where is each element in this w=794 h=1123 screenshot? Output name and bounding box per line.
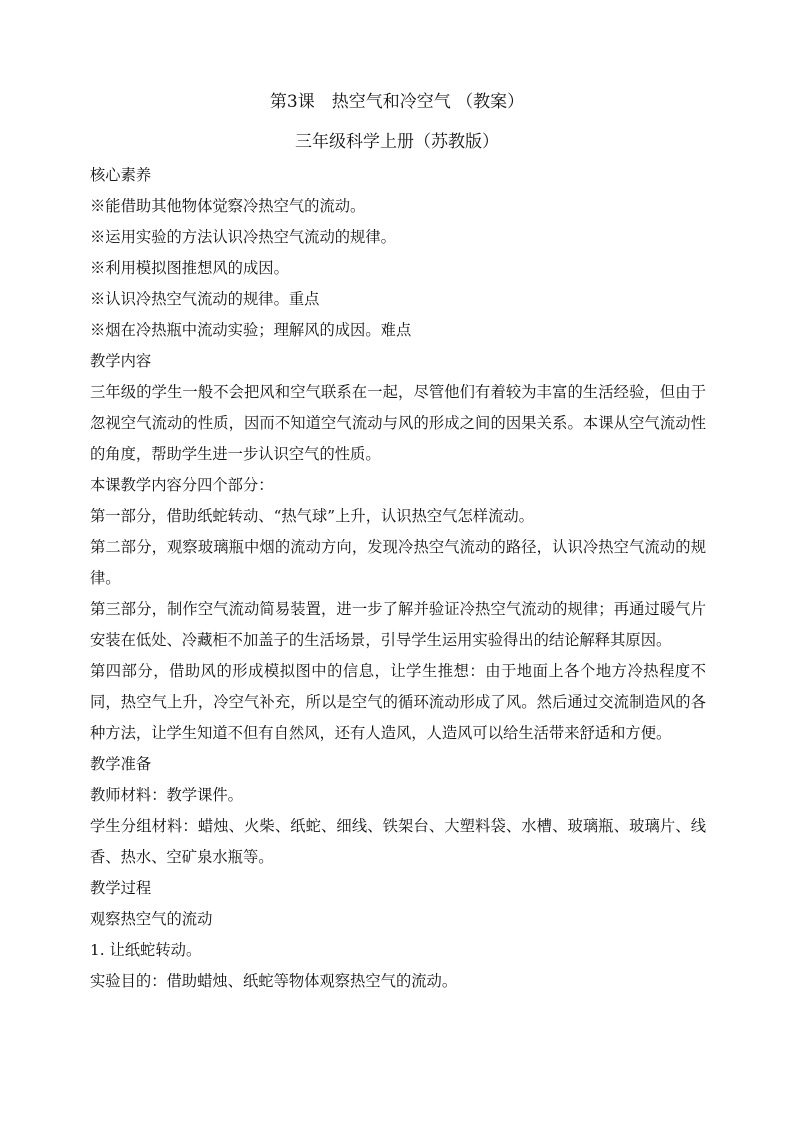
body-paragraph: 第四部分，借助风的形成模拟图中的信息，让学生推想：由于地面上各个地方冷热程度不同，热空气上升，冷空气补充，所以是空气的循环流动形成了风。然后通过交流制造风的各种方法，让学生知道不但有自然风，还有人造风，人造风可以给生活带来舒适和方便。 [90,662,706,742]
body-paragraph: 第二部分，观察玻璃瓶中烟的流动方向，发现冷热空气流动的路径，认识冷热空气流动的规律。 [90,538,706,587]
body-paragraph: 学生分组材料：蜡烛、火柴、纸蛇、细线、铁架台、大塑料袋、水槽、玻璃瓶、玻璃片、线香、热水、空矿泉水瓶等。 [90,817,706,866]
goal-item: ※烟在冷热瓶中流动实验；理解风的成因。难点 [90,321,412,339]
subsection-heading: 观察热空气的流动 [90,910,213,928]
body-paragraph: 第一部分，借助纸蛇转动、“热气球”上升，认识热空气怎样流动。 [90,507,534,525]
document-body [90,160,706,997]
body-paragraph: 实验目的：借助蜡烛、纸蛇等物体观察热空气的流动。 [90,972,458,990]
body-paragraph: 教师材料：教学课件。 [90,786,243,804]
goal-item: ※能借助其他物体觉察冷热空气的流动。 [90,197,366,215]
section-heading-core: 核心素养 [90,166,152,184]
body-paragraph: 三年级的学生一般不会把风和空气联系在一起，尽管他们有着较为丰富的生活经验，但由于忽视空气流动的性质，因而不知道空气流动与风的形成之间的因果关系。本课从空气流动性的角度，帮助学生进一步认识空气的性质。 [90,383,706,463]
section-heading-content: 教学内容 [90,352,152,370]
body-paragraph: 第三部分，制作空气流动简易装置，进一步了解并验证冷热空气流动的规律；再通过暖气片安装在低处、冷藏柜不加盖子的生活场景，引导学生运用实验得出的结论解释其原因。 [90,600,706,649]
body-paragraph: 1. 让纸蛇转动。 [90,941,202,959]
goal-item: ※认识冷热空气流动的规律。重点 [90,290,320,308]
goal-item: ※运用实验的方法认识冷热空气流动的规律。 [90,228,396,246]
section-heading-preparation: 教学准备 [90,755,152,773]
section-heading-process: 教学过程 [90,879,152,897]
goal-item: ※利用模拟图推想风的成因。 [90,259,289,277]
lesson-title: 第3课 热空气和冷空气 （教案） [269,92,525,112]
lesson-subtitle: 三年级科学上册（苏教版） [295,132,499,152]
body-paragraph: 本课教学内容分四个部分： [90,476,274,494]
